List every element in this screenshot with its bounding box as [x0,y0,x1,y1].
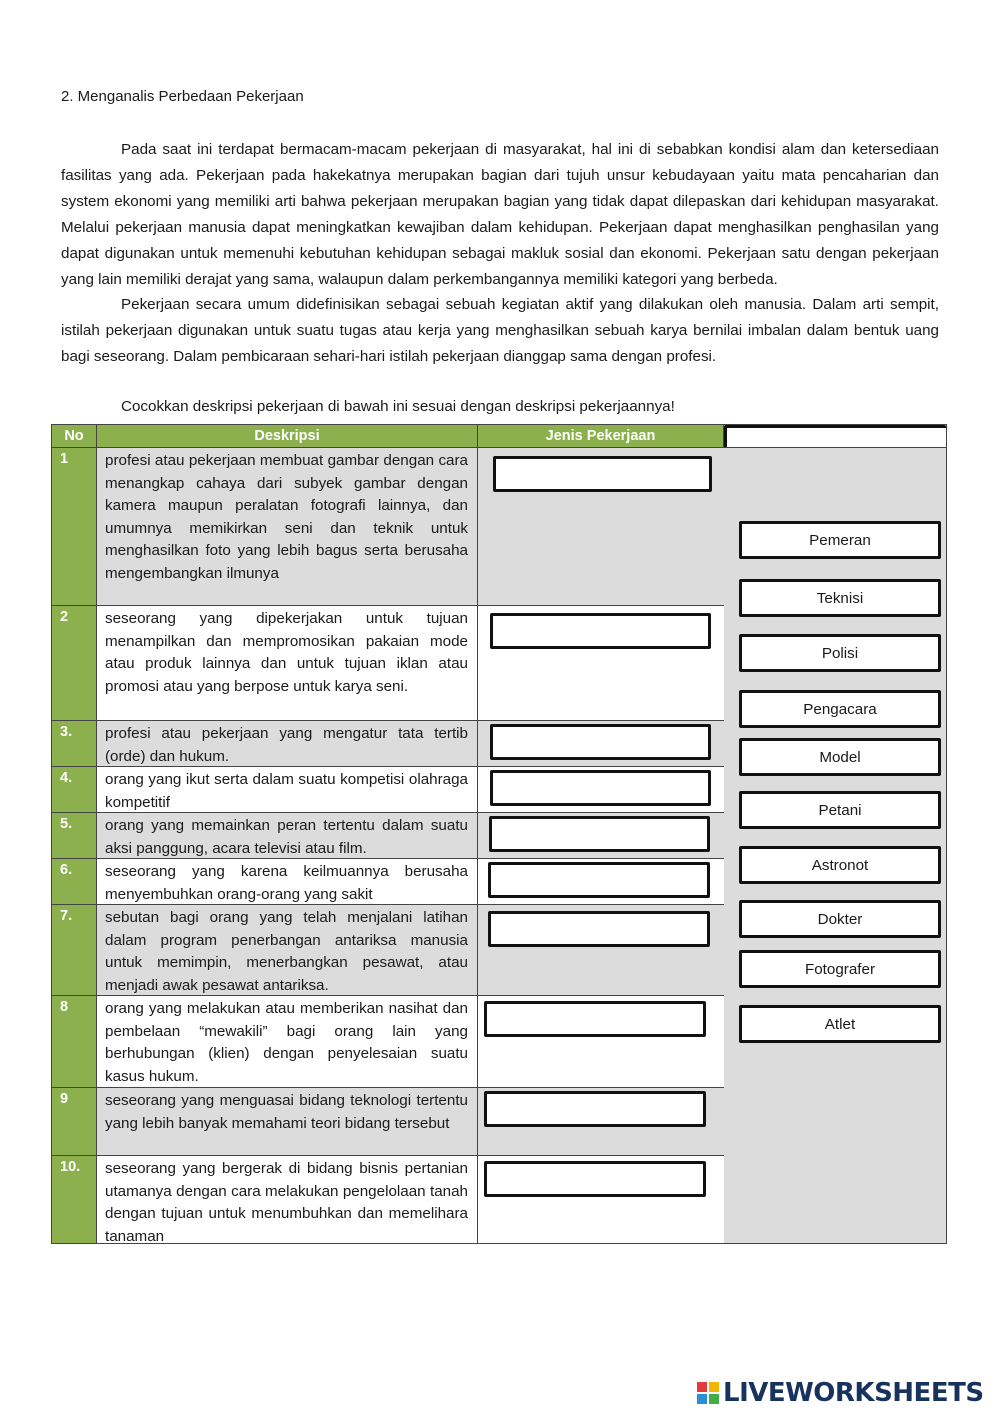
intro-text [61,137,939,370]
row-number: 3. [52,721,97,766]
paragraph-1: Pada saat ini terdapat bermacam-macam pekerjaan di masyarakat, hal ini di sebabkan kondisi alam dan ketersediaan fasilitas yang ada. Pekerjaan pada hakekatnya merupakan bagian dari tujuh unsur kebudayaan yaitu mata pencaharian dan system ekonomi yang memiliki arti bahwa pekerjaan merupakan bagian yang tidak dapat dilepaskan dari kehidupan masyarakat. Melalui pekerjaan manusia dapat meningkatkan kewajiban dalam kehidupan. Pekerjaan dapat menghasilkan penghasilan yang dapat digunakan untuk memenuhi kebutuhan kehidupan sebagai makluk sosial dan ekonomi. Pekerjaan satu dengan pekerjaan yang lain memiliki derajat yang sama, walaupun dalam perkembangannya memiliki kategori yang berbeda. [61,141,939,288]
answer-drop-box[interactable] [493,456,712,492]
answer-drop-box[interactable] [490,724,711,760]
answer-drop-box[interactable] [490,770,711,806]
row-description: orang yang melakukan atau memberikan nasihat dan pembelaan “mewakili” bagi orang lain yang berhubungan (klien) dengan penyelesaian suatu kasus hukum. [97,996,478,1087]
row-number: 5. [52,813,97,858]
row-description: seseorang yang dipekerjakan untuk tujuan menampilkan dan mempromosikan pakaian mode atau produk lainnya dan untuk tujuan iklan atau promosi atau yang berpose untuk karya seni. [97,606,478,720]
table-row [52,1155,724,1243]
row-number: 9 [52,1088,97,1155]
row-description: orang yang ikut serta dalam suatu kompetisi olahraga kompetitif [97,767,478,812]
row-number: 10. [52,1156,97,1243]
answer-cell [478,767,724,812]
option-atlet[interactable]: Atlet [739,1005,941,1043]
answer-cell [478,905,724,995]
answer-drop-box[interactable] [484,1091,706,1127]
brand-name: LIVEWORKSHEETS [723,1378,984,1408]
answer-drop-box[interactable] [489,816,710,852]
answer-cell [478,813,724,858]
row-description: orang yang memainkan peran tertentu dalam suatu aksi panggung, acara televisi atau film. [97,813,478,858]
answer-cell [478,1156,724,1243]
section-heading: 2. Menganalis Perbedaan Pekerjaan [61,88,304,105]
row-description: profesi atau pekerjaan yang mengatur tata tertib (orde) dan hukum. [97,721,478,766]
option-model[interactable]: Model [739,738,941,776]
table-row [52,904,724,995]
row-description: profesi atau pekerjaan membuat gambar dengan cara menangkap cahaya dari subyek gambar dengan kamera maupun peralatan fotografi lainnya, dan umumnya memikirkan seni dan teknik untuk menghasilkan foto yang lebih bagus serta berusaha mengembangkan ilmunya [97,448,478,605]
answer-drop-box[interactable] [484,1161,706,1197]
answer-drop-box[interactable] [488,911,710,947]
option-petani[interactable]: Petani [739,791,941,829]
row-description: sebutan bagi orang yang telah menjalani latihan dalam program penerbangan antariksa manusia untuk memimpin, menerbangkan pesawat, atau menjadi awak pesawat antariksa. [97,905,478,995]
row-number: 1 [52,448,97,605]
row-number: 6. [52,859,97,904]
header-deskripsi: Deskripsi [97,425,478,447]
matching-table [51,424,947,1244]
row-description: seseorang yang karena keilmuannya berusaha menyembuhkan orang-orang yang sakit [97,859,478,904]
row-number: 8 [52,996,97,1087]
row-number: 7. [52,905,97,995]
answer-drop-box[interactable] [488,862,710,898]
option-pemeran[interactable]: Pemeran [739,521,941,559]
option-polisi[interactable]: Polisi [739,634,941,672]
option-dokter[interactable]: Dokter [739,900,941,938]
answer-cell [478,1088,724,1155]
instruction: Cocokkan deskripsi pekerjaan di bawah ini sesuai dengan deskripsi pekerjaannya! [121,398,675,415]
option-pengacara[interactable]: Pengacara [739,690,941,728]
row-number: 2 [52,606,97,720]
row-description: seseorang yang bergerak di bidang bisnis pertanian utamanya dengan cara melakukan pengelolaan tanah dengan tujuan untuk menumbuhkan dan memelihara tanaman [97,1156,478,1243]
answer-drop-box[interactable] [484,1001,706,1037]
row-number: 4. [52,767,97,812]
answer-cell [478,721,724,766]
table-row [52,1087,724,1155]
logo-squares-icon [697,1382,719,1404]
answer-cell [478,606,724,720]
table-row [52,720,724,766]
table-row [52,995,724,1087]
table-row [52,447,724,605]
answer-cell [478,996,724,1087]
row-description: seseorang yang menguasai bidang teknologi tertentu yang lebih banyak memahami teori bidang tersebut [97,1088,478,1155]
paragraph-2: Pekerjaan secara umum didefinisikan sebagai sebuah kegiatan aktif yang dilakukan oleh manusia. Dalam arti sempit, istilah pekerjaan digunakan untuk suatu tugas atau kerja yang menghasilkan sebuah karya bernilai imbalan dalam bentuk uang bagi seseorang. Dalam pembicaraan sehari-hari istilah pekerjaan dianggap sama dengan profesi. [61,296,939,366]
table-row [52,766,724,812]
option-fotografer[interactable]: Fotografer [739,950,941,988]
liveworksheets-logo [697,1378,984,1408]
header-no: No [52,425,97,447]
answer-drop-box[interactable] [490,613,711,649]
table-row [52,858,724,904]
table-row [52,605,724,720]
header-jenis-pekerjaan: Jenis Pekerjaan [478,425,724,447]
answer-cell [478,859,724,904]
answer-cell [478,448,724,605]
table-row [52,812,724,858]
options-column [724,447,946,1243]
option-astronot[interactable]: Astronot [739,846,941,884]
option-teknisi[interactable]: Teknisi [739,579,941,617]
